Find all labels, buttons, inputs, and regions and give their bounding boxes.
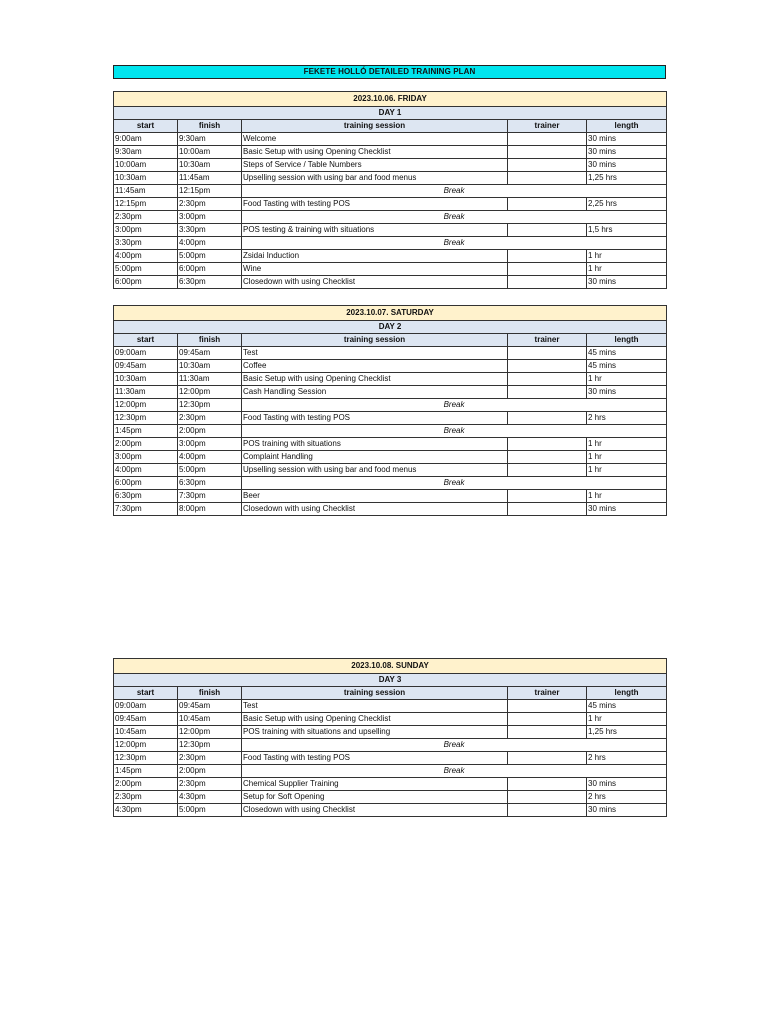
start-time-cell: 4:30pm: [114, 804, 178, 817]
session-cell: POS training with situations and upselling: [242, 726, 508, 739]
length-cell: 30 mins: [587, 146, 667, 159]
start-time-cell: 12:30pm: [114, 752, 178, 765]
start-time-cell: 10:30am: [114, 172, 178, 185]
session-cell: Basic Setup with using Opening Checklist: [242, 146, 508, 159]
table-row: [114, 503, 667, 516]
trainer-cell: [508, 133, 587, 146]
table-row: [114, 438, 667, 451]
finish-time-cell: 3:30pm: [178, 224, 242, 237]
trainer-cell: [508, 373, 587, 386]
length-cell: 1,5 hrs: [587, 224, 667, 237]
session-cell: Closedown with using Checklist: [242, 804, 508, 817]
break-cell: Break: [242, 765, 667, 778]
break-row: [114, 477, 667, 490]
start-time-cell: 11:30am: [114, 386, 178, 399]
table-row: [114, 159, 667, 172]
column-header-session: training session: [242, 687, 508, 700]
length-cell: 1 hr: [587, 713, 667, 726]
date-header-row: [114, 306, 667, 321]
finish-time-cell: 12:15pm: [178, 185, 242, 198]
break-cell: Break: [242, 237, 667, 250]
finish-time-cell: 11:30am: [178, 373, 242, 386]
start-time-cell: 11:45am: [114, 185, 178, 198]
table-row: [114, 250, 667, 263]
length-cell: 1 hr: [587, 250, 667, 263]
start-time-cell: 2:30pm: [114, 791, 178, 804]
table-row: [114, 172, 667, 185]
break-cell: Break: [242, 425, 667, 438]
finish-time-cell: 4:00pm: [178, 451, 242, 464]
date-header: 2023.10.06. FRIDAY: [114, 92, 667, 107]
date-header-row: [114, 659, 667, 674]
session-cell: Welcome: [242, 133, 508, 146]
column-header-start: start: [114, 334, 178, 347]
trainer-cell: [508, 224, 587, 237]
finish-time-cell: 5:00pm: [178, 804, 242, 817]
table-row: [114, 347, 667, 360]
trainer-cell: [508, 347, 587, 360]
table-row: [114, 386, 667, 399]
start-time-cell: 3:00pm: [114, 224, 178, 237]
start-time-cell: 2:00pm: [114, 438, 178, 451]
start-time-cell: 4:00pm: [114, 464, 178, 477]
finish-time-cell: 9:30am: [178, 133, 242, 146]
start-time-cell: 1:45pm: [114, 425, 178, 438]
trainer-cell: [508, 791, 587, 804]
length-cell: 1 hr: [587, 490, 667, 503]
trainer-cell: [508, 438, 587, 451]
session-cell: Wine: [242, 263, 508, 276]
table-row: [114, 804, 667, 817]
column-header-start: start: [114, 120, 178, 133]
finish-time-cell: 5:00pm: [178, 250, 242, 263]
session-cell: Closedown with using Checklist: [242, 276, 508, 289]
finish-time-cell: 2:00pm: [178, 765, 242, 778]
day-block-1: [113, 91, 666, 289]
break-row: [114, 185, 667, 198]
length-cell: 2,25 hrs: [587, 198, 667, 211]
column-header-finish: finish: [178, 687, 242, 700]
session-cell: Steps of Service / Table Numbers: [242, 159, 508, 172]
table-row: [114, 752, 667, 765]
length-cell: 1 hr: [587, 373, 667, 386]
day-label-row: [114, 321, 667, 334]
finish-time-cell: 12:30pm: [178, 739, 242, 752]
length-cell: 2 hrs: [587, 791, 667, 804]
length-cell: 30 mins: [587, 159, 667, 172]
trainer-cell: [508, 700, 587, 713]
finish-time-cell: 12:30pm: [178, 399, 242, 412]
date-header: 2023.10.07. SATURDAY: [114, 306, 667, 321]
finish-time-cell: 09:45am: [178, 347, 242, 360]
finish-time-cell: 10:30am: [178, 360, 242, 373]
trainer-cell: [508, 752, 587, 765]
table-row: [114, 451, 667, 464]
start-time-cell: 09:00am: [114, 347, 178, 360]
length-cell: 45 mins: [587, 360, 667, 373]
start-time-cell: 09:00am: [114, 700, 178, 713]
start-time-cell: 3:30pm: [114, 237, 178, 250]
column-header-length: length: [587, 120, 667, 133]
start-time-cell: 10:30am: [114, 373, 178, 386]
length-cell: 30 mins: [587, 804, 667, 817]
trainer-cell: [508, 726, 587, 739]
table-row: [114, 700, 667, 713]
break-cell: Break: [242, 185, 667, 198]
trainer-cell: [508, 503, 587, 516]
finish-time-cell: 09:45am: [178, 700, 242, 713]
length-cell: 30 mins: [587, 276, 667, 289]
session-cell: Upselling session with using bar and food menus: [242, 172, 508, 185]
length-cell: 2 hrs: [587, 412, 667, 425]
finish-time-cell: 3:00pm: [178, 438, 242, 451]
table-row: [114, 713, 667, 726]
column-header-length: length: [587, 334, 667, 347]
table-row: [114, 778, 667, 791]
table-row: [114, 146, 667, 159]
length-cell: 1,25 hrs: [587, 172, 667, 185]
session-cell: Test: [242, 700, 508, 713]
start-time-cell: 09:45am: [114, 360, 178, 373]
finish-time-cell: 10:30am: [178, 159, 242, 172]
date-header: 2023.10.08. SUNDAY: [114, 659, 667, 674]
trainer-cell: [508, 172, 587, 185]
start-time-cell: 09:45am: [114, 713, 178, 726]
break-cell: Break: [242, 739, 667, 752]
break-row: [114, 237, 667, 250]
table-row: [114, 263, 667, 276]
finish-time-cell: 12:00pm: [178, 726, 242, 739]
trainer-cell: [508, 713, 587, 726]
trainer-cell: [508, 276, 587, 289]
start-time-cell: 1:45pm: [114, 765, 178, 778]
start-time-cell: 9:00am: [114, 133, 178, 146]
start-time-cell: 10:45am: [114, 726, 178, 739]
session-cell: Cash Handling Session: [242, 386, 508, 399]
length-cell: 45 mins: [587, 347, 667, 360]
trainer-cell: [508, 464, 587, 477]
break-cell: Break: [242, 211, 667, 224]
break-row: [114, 399, 667, 412]
day-label: DAY 3: [114, 674, 667, 687]
trainer-cell: [508, 159, 587, 172]
finish-time-cell: 6:30pm: [178, 477, 242, 490]
start-time-cell: 6:00pm: [114, 276, 178, 289]
table-row: [114, 490, 667, 503]
break-cell: Break: [242, 399, 667, 412]
trainer-cell: [508, 778, 587, 791]
column-header-row: [114, 120, 667, 133]
start-time-cell: 12:00pm: [114, 739, 178, 752]
start-time-cell: 10:00am: [114, 159, 178, 172]
column-header-start: start: [114, 687, 178, 700]
start-time-cell: 6:00pm: [114, 477, 178, 490]
length-cell: 1 hr: [587, 464, 667, 477]
finish-time-cell: 4:00pm: [178, 237, 242, 250]
day-label: DAY 2: [114, 321, 667, 334]
session-cell: Chemical Supplier Training: [242, 778, 508, 791]
session-cell: POS testing & training with situations: [242, 224, 508, 237]
table-row: [114, 791, 667, 804]
table-row: [114, 412, 667, 425]
session-cell: Zsidai Induction: [242, 250, 508, 263]
finish-time-cell: 7:30pm: [178, 490, 242, 503]
length-cell: 30 mins: [587, 778, 667, 791]
finish-time-cell: 12:00pm: [178, 386, 242, 399]
table-row: [114, 360, 667, 373]
finish-time-cell: 4:30pm: [178, 791, 242, 804]
break-cell: Break: [242, 477, 667, 490]
finish-time-cell: 5:00pm: [178, 464, 242, 477]
start-time-cell: 12:15pm: [114, 198, 178, 211]
column-header-trainer: trainer: [508, 687, 587, 700]
column-header-session: training session: [242, 120, 508, 133]
column-header-row: [114, 687, 667, 700]
trainer-cell: [508, 386, 587, 399]
trainer-cell: [508, 804, 587, 817]
length-cell: 30 mins: [587, 503, 667, 516]
day-block-3: [113, 658, 666, 817]
finish-time-cell: 10:45am: [178, 713, 242, 726]
column-header-trainer: trainer: [508, 120, 587, 133]
start-time-cell: 5:00pm: [114, 263, 178, 276]
table-row: [114, 464, 667, 477]
trainer-cell: [508, 198, 587, 211]
table-row: [114, 133, 667, 146]
column-header-row: [114, 334, 667, 347]
trainer-cell: [508, 263, 587, 276]
finish-time-cell: 2:30pm: [178, 412, 242, 425]
length-cell: 2 hrs: [587, 752, 667, 765]
length-cell: 1 hr: [587, 263, 667, 276]
document-title: FEKETE HOLLÓ DETAILED TRAINING PLAN: [113, 65, 666, 79]
start-time-cell: 2:00pm: [114, 778, 178, 791]
session-cell: Complaint Handling: [242, 451, 508, 464]
table-row: [114, 198, 667, 211]
column-header-finish: finish: [178, 120, 242, 133]
day-label-row: [114, 674, 667, 687]
session-cell: Beer: [242, 490, 508, 503]
session-cell: POS training with situations: [242, 438, 508, 451]
session-cell: Coffee: [242, 360, 508, 373]
finish-time-cell: 6:00pm: [178, 263, 242, 276]
finish-time-cell: 6:30pm: [178, 276, 242, 289]
table-row: [114, 373, 667, 386]
length-cell: 1,25 hrs: [587, 726, 667, 739]
session-cell: Upselling session with using bar and food menus: [242, 464, 508, 477]
length-cell: 30 mins: [587, 386, 667, 399]
session-cell: Setup for Soft Opening: [242, 791, 508, 804]
length-cell: 1 hr: [587, 438, 667, 451]
table-row: [114, 224, 667, 237]
start-time-cell: 9:30am: [114, 146, 178, 159]
finish-time-cell: 2:00pm: [178, 425, 242, 438]
date-header-row: [114, 92, 667, 107]
finish-time-cell: 11:45am: [178, 172, 242, 185]
start-time-cell: 12:00pm: [114, 399, 178, 412]
session-cell: Food Tasting with testing POS: [242, 752, 508, 765]
trainer-cell: [508, 146, 587, 159]
finish-time-cell: 8:00pm: [178, 503, 242, 516]
trainer-cell: [508, 412, 587, 425]
session-cell: Closedown with using Checklist: [242, 503, 508, 516]
start-time-cell: 2:30pm: [114, 211, 178, 224]
start-time-cell: 12:30pm: [114, 412, 178, 425]
trainer-cell: [508, 451, 587, 464]
table-row: [114, 726, 667, 739]
session-cell: Basic Setup with using Opening Checklist: [242, 373, 508, 386]
start-time-cell: 6:30pm: [114, 490, 178, 503]
finish-time-cell: 2:30pm: [178, 198, 242, 211]
trainer-cell: [508, 360, 587, 373]
schedule-table: [113, 305, 667, 516]
start-time-cell: 4:00pm: [114, 250, 178, 263]
table-row: [114, 276, 667, 289]
break-row: [114, 739, 667, 752]
trainer-cell: [508, 250, 587, 263]
day-label-row: [114, 107, 667, 120]
length-cell: 1 hr: [587, 451, 667, 464]
column-header-length: length: [587, 687, 667, 700]
session-cell: Food Tasting with testing POS: [242, 412, 508, 425]
start-time-cell: 3:00pm: [114, 451, 178, 464]
session-cell: Food Tasting with testing POS: [242, 198, 508, 211]
break-row: [114, 425, 667, 438]
finish-time-cell: 2:30pm: [178, 752, 242, 765]
length-cell: 45 mins: [587, 700, 667, 713]
break-row: [114, 211, 667, 224]
column-header-trainer: trainer: [508, 334, 587, 347]
column-header-session: training session: [242, 334, 508, 347]
session-cell: Basic Setup with using Opening Checklist: [242, 713, 508, 726]
finish-time-cell: 2:30pm: [178, 778, 242, 791]
finish-time-cell: 10:00am: [178, 146, 242, 159]
schedule-table: [113, 91, 667, 289]
day-block-2: [113, 305, 666, 516]
finish-time-cell: 3:00pm: [178, 211, 242, 224]
length-cell: 30 mins: [587, 133, 667, 146]
schedule-table: [113, 658, 667, 817]
trainer-cell: [508, 490, 587, 503]
start-time-cell: 7:30pm: [114, 503, 178, 516]
session-cell: Test: [242, 347, 508, 360]
break-row: [114, 765, 667, 778]
column-header-finish: finish: [178, 334, 242, 347]
day-label: DAY 1: [114, 107, 667, 120]
